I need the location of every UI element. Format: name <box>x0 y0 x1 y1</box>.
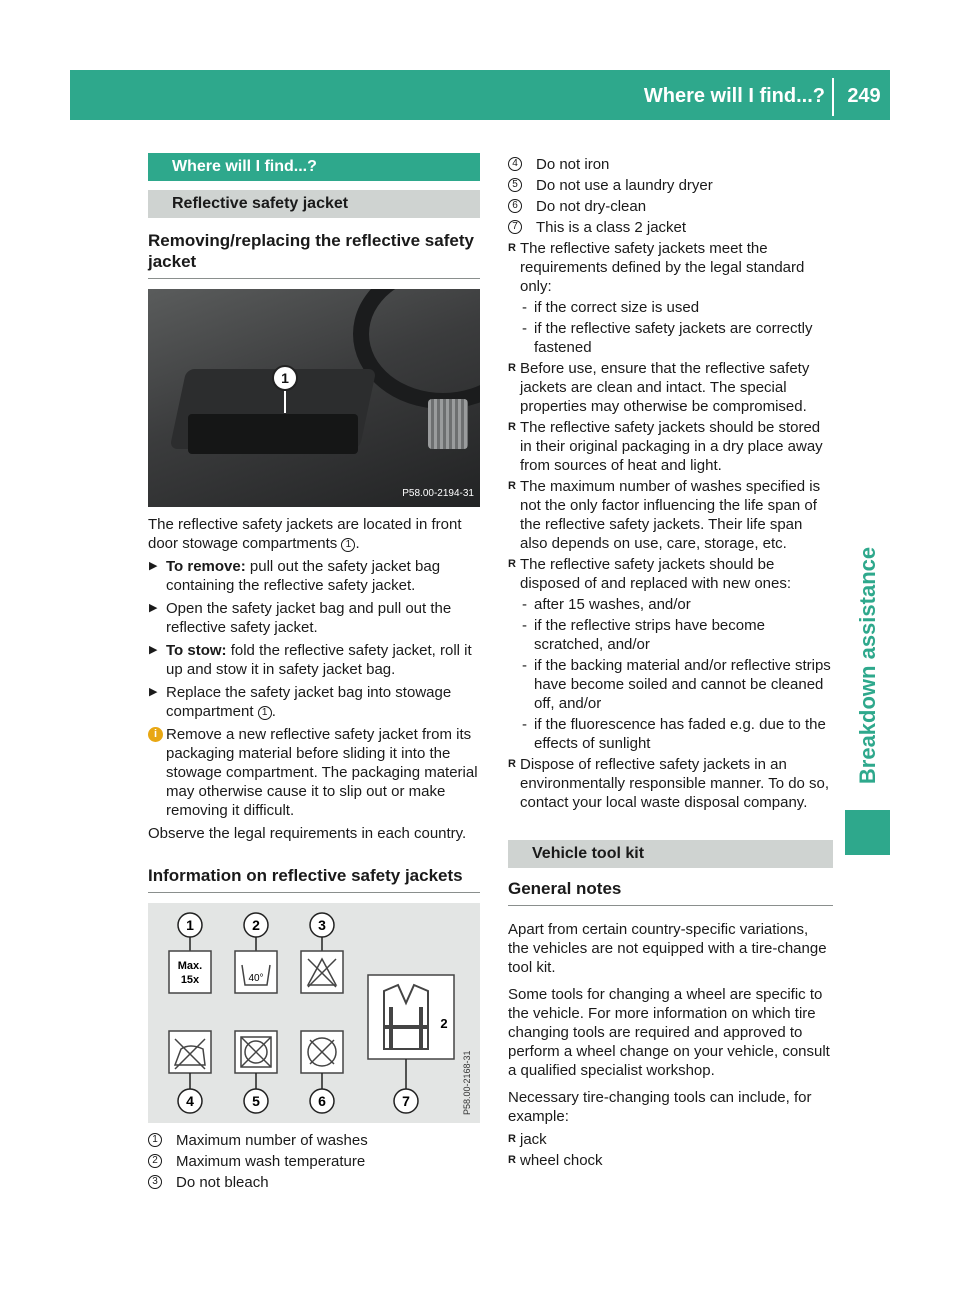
legend-item <box>508 176 833 195</box>
wash-temperature-icon <box>235 951 277 993</box>
bullet-item: R Before use, ensure that the reflective safety jackets are clean and intact. The special properties may otherwise be compromised. <box>508 359 833 416</box>
legend-item <box>508 155 833 174</box>
step-text: pull out the safety jacket bag containing the reflective safety jacket. <box>166 558 441 594</box>
photo-marker: 1 <box>272 365 298 391</box>
svg-text:5: 5 <box>252 1093 260 1109</box>
bullet-item: R The reflective safety jackets meet the requirements defined by the legal standard only: <box>508 239 833 296</box>
step-text: Replace the safety jacket bag into stowage compartment <box>166 684 452 720</box>
bullet-item: R jack <box>508 1130 833 1149</box>
right-column <box>508 155 833 1170</box>
bullet-item: R The reflective safety jackets should be disposed of and replaced with new ones: <box>508 555 833 593</box>
legend-num: 3 <box>148 1175 162 1189</box>
legend-num: 4 <box>508 157 522 171</box>
bullet-item: R The maximum number of washes specified is not the only factor influencing the life span of the reflective safety jackets. Their life span also depends on use, care, storage, etc. <box>508 477 833 553</box>
legend-num: 7 <box>508 220 522 234</box>
step-stow <box>148 641 480 679</box>
legend-item <box>508 218 833 237</box>
photo-code: P58.00-2194-31 <box>402 488 474 499</box>
dash-item: - if the correct size is used <box>508 298 833 317</box>
dash-item: - after 15 washes, and/or <box>508 595 833 614</box>
observe-paragraph: Observe the legal requirements in each country. <box>148 825 467 842</box>
no-bleach-icon <box>301 951 343 993</box>
no-dry-clean-icon <box>301 1031 343 1073</box>
callout-2 <box>244 913 268 951</box>
door-compartment-photo <box>148 289 480 507</box>
legend-item <box>148 1152 480 1171</box>
step-label: To remove: <box>166 558 246 575</box>
step-open <box>148 599 480 637</box>
callout-3-fixnum: 3 <box>318 917 326 933</box>
chapter-tab <box>845 540 890 790</box>
care-symbols-figure <box>148 903 480 1123</box>
intro-paragraph <box>148 515 480 553</box>
running-header-title: Where will I find...? <box>643 85 825 107</box>
legend-text: Maximum number of washes <box>176 1132 368 1149</box>
legend-item <box>148 1173 480 1192</box>
svg-text:7: 7 <box>402 1093 410 1109</box>
step-text: Open the safety jacket bag and pull out the reflective safety jacket. <box>166 600 452 636</box>
bullet-item: R The reflective safety jackets should be stored in their original packaging in a dry place away from sources of heat and light. <box>508 418 833 475</box>
page-number: 249 <box>847 85 881 107</box>
callout-3 <box>310 913 334 951</box>
chapter-marker <box>845 810 890 855</box>
care-symbols-svg <box>148 903 480 1123</box>
chapter-tab-label: Breakdown assistance <box>855 546 881 784</box>
bullet-item: R wheel chock <box>508 1151 833 1170</box>
intro-text: The reflective safety jackets are located in front door stowage compartments <box>148 516 462 552</box>
legend-num: 5 <box>508 178 522 192</box>
svg-text:2: 2 <box>440 1016 448 1031</box>
legend-text: Do not bleach <box>176 1174 269 1191</box>
svg-text:2: 2 <box>252 917 260 933</box>
callout-1 <box>178 913 202 951</box>
legend-num: 1 <box>148 1133 162 1147</box>
dash-item: - if the fluorescence has faded e.g. due to the effects of sunlight <box>508 715 833 753</box>
header-divider <box>832 78 834 116</box>
callout-7 <box>394 1059 418 1113</box>
section-heading: Removing/replacing the reflective safety jacket <box>148 230 480 279</box>
max-washes-icon <box>169 951 211 993</box>
stowage-compartment-shape <box>188 414 358 454</box>
no-iron-icon <box>169 1031 211 1073</box>
dash-item: - if the reflective safety jackets are correctly fastened <box>508 319 833 357</box>
figure-code: P58.00-2168-31 <box>462 1050 472 1115</box>
pedal-shape <box>428 399 468 449</box>
no-dryer-icon <box>235 1031 277 1073</box>
subsection-bar: Reflective safety jacket <box>148 190 480 218</box>
paragraph: Some tools for changing a wheel are specific to the vehicle. For more information on which tire changing tools are required and approved to perform a wheel change on your vehicle, consult a qualified specialist workshop. <box>508 986 830 1079</box>
legend-text: This is a class 2 jacket <box>536 219 687 236</box>
step-text: fold the reflective safety jacket, roll it up and stow it in safety jacket bag. <box>166 642 472 678</box>
legend-item <box>148 1131 480 1150</box>
left-column <box>148 153 480 1192</box>
callout-5 <box>244 1073 268 1113</box>
callout-6 <box>310 1073 334 1113</box>
ref-marker: 1 <box>341 538 355 552</box>
callout-4 <box>178 1073 202 1113</box>
paragraph: Apart from certain country-specific variations, the vehicles are not equipped with a tire-change tool kit. <box>508 921 827 976</box>
step-replace <box>148 683 480 721</box>
ref-marker: 1 <box>258 706 272 720</box>
dash-item: - if the backing material and/or reflective strips have become soiled and cannot be cleaned off, and/or <box>508 656 833 713</box>
svg-text:Max.: Max. <box>177 960 203 972</box>
legend-text: Do not iron <box>536 156 610 173</box>
legend-text: Do not dry-clean <box>536 198 647 215</box>
svg-text:40°: 40° <box>248 973 264 984</box>
steering-wheel-shape <box>353 289 480 409</box>
class-2-jacket-icon <box>368 975 454 1059</box>
legend-num: 2 <box>148 1154 162 1168</box>
svg-text:6: 6 <box>318 1093 326 1109</box>
svg-text:4: 4 <box>186 1093 194 1109</box>
info-icon: i <box>148 727 163 742</box>
paragraph: Necessary tire-changing tools can include, for example: <box>508 1089 812 1125</box>
info-text: Remove a new reflective safety jacket from its packaging material before sliding it into the stowage compartment. The packaging material may otherwise cause it to slip out or make removing it difficult. <box>166 726 478 819</box>
legend-text: Maximum wash temperature <box>176 1153 366 1170</box>
subsection-bar: Vehicle tool kit <box>508 840 833 868</box>
section-heading: General notes <box>508 878 833 906</box>
legend-num: 6 <box>508 199 522 213</box>
dash-item: - if the reflective strips have become scratched, and/or <box>508 616 833 654</box>
step-remove <box>148 557 480 595</box>
svg-text:15x: 15x <box>180 974 200 986</box>
legend-item <box>508 197 833 216</box>
info-heading: Information on reflective safety jackets <box>148 865 480 893</box>
step-label: To stow: <box>166 642 227 659</box>
marker-line <box>284 391 286 413</box>
legend-text: Do not use a laundry dryer <box>536 177 713 194</box>
svg-text:1: 1 <box>186 917 194 933</box>
section-bar: Where will I find...? <box>148 153 480 181</box>
step-end: . <box>271 703 276 720</box>
bullet-item: R Dispose of reflective safety jackets in an environmentally responsible manner. To do so, contact your local waste disposal company. <box>508 755 833 812</box>
info-note <box>148 725 480 820</box>
intro-end: . <box>355 535 360 552</box>
